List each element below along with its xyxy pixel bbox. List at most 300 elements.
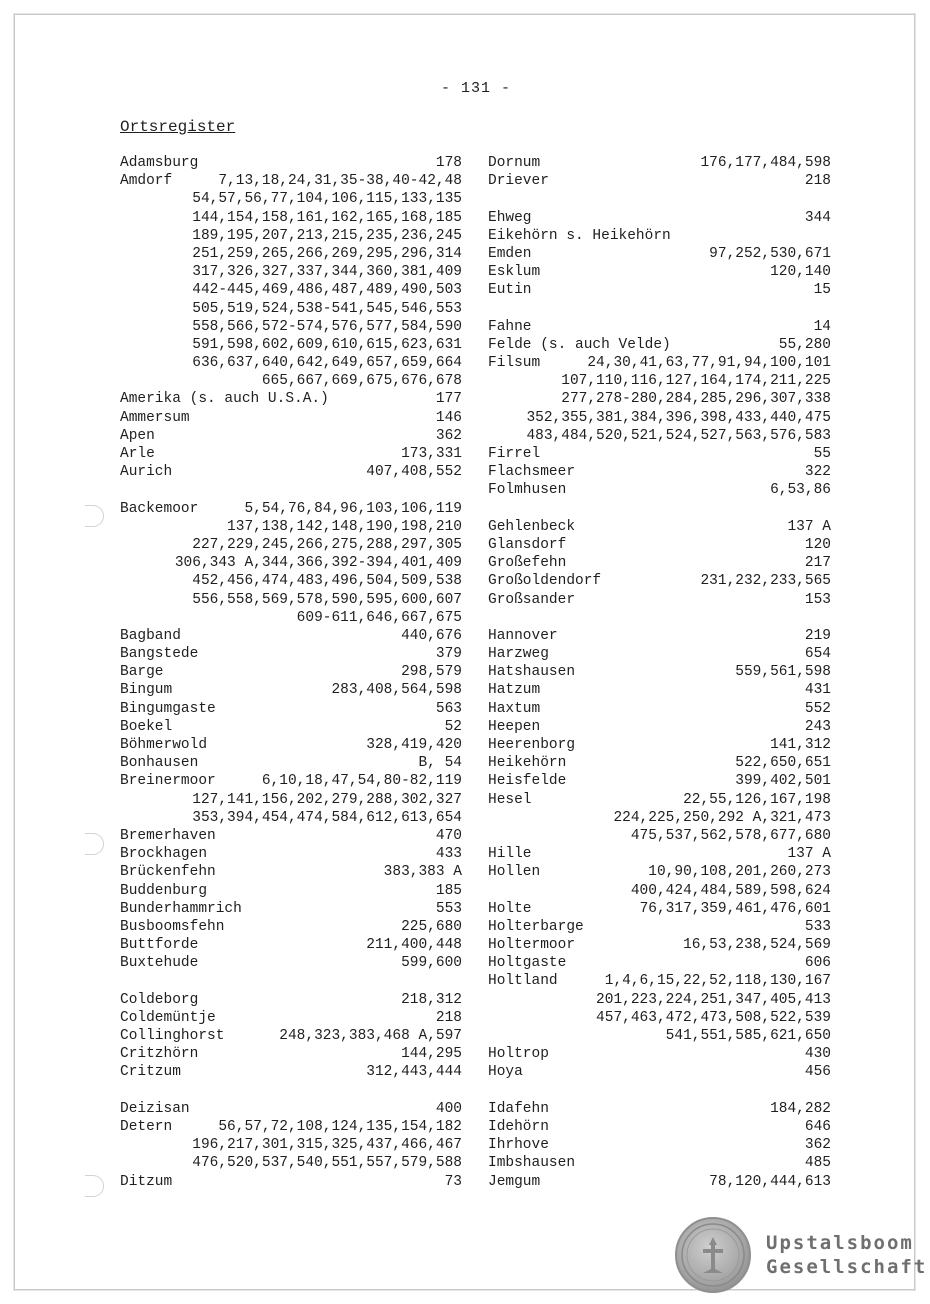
- index-entry: [488, 882, 831, 900]
- place-name: Folmhusen: [488, 482, 567, 499]
- index-entry: [120, 809, 462, 827]
- index-entry: [120, 1136, 462, 1154]
- place-name: Dornum: [488, 155, 541, 171]
- index-entry: [488, 1136, 831, 1154]
- place-name: Bingum: [120, 682, 173, 699]
- place-name: Glansdorf: [488, 536, 567, 553]
- page-references: 606: [804, 955, 831, 972]
- index-entry: [120, 281, 462, 299]
- index-entry: [488, 263, 831, 281]
- index-entry: [120, 245, 462, 263]
- index-entry: [120, 1100, 462, 1118]
- page-references: 218: [804, 173, 831, 190]
- page-references: 452,456,474,483,496,504,509,538: [192, 573, 462, 590]
- index-entry: [488, 481, 831, 499]
- index-entry: [120, 700, 462, 718]
- index-entry: [120, 554, 462, 572]
- place-name: Heepen: [488, 718, 541, 735]
- index-entry: [120, 572, 462, 590]
- place-name: Esklum: [488, 264, 541, 281]
- page-references: 97,252,530,671: [709, 245, 831, 262]
- page-references: 24,30,41,63,77,91,94,100,101: [587, 355, 831, 372]
- page-references: 231,232,233,565: [700, 573, 831, 590]
- place-name: Emden: [488, 245, 532, 262]
- place-name: Flachsmeer: [488, 464, 576, 481]
- index-entry: [120, 736, 462, 754]
- index-entry: [120, 336, 462, 354]
- index-entry: [120, 918, 462, 936]
- index-entry: [488, 845, 831, 863]
- page-references: 211,400,448: [366, 937, 462, 954]
- page-references: 177: [435, 391, 462, 408]
- index-entry: [120, 900, 462, 918]
- page-references: 14: [813, 318, 831, 335]
- index-entry: [488, 627, 831, 645]
- page-references: 10,90,108,201,260,273: [648, 864, 831, 881]
- index-entry: [120, 1154, 462, 1172]
- page-references: 362: [804, 1137, 831, 1154]
- page-references: 383,383 A: [383, 864, 462, 881]
- place-name: Coldeborg: [120, 991, 199, 1008]
- page-references: 15: [813, 282, 831, 299]
- page-references: B, 54: [418, 755, 462, 772]
- place-name: Buddenburg: [120, 882, 208, 899]
- index-entry: [488, 227, 831, 245]
- index-entry: [488, 172, 831, 190]
- index-entry: [488, 572, 831, 590]
- page-references: 178: [435, 155, 462, 171]
- index-entry: [120, 645, 462, 663]
- index-entry: [488, 536, 831, 554]
- page-references: 6,10,18,47,54,80-82,119: [261, 773, 462, 790]
- place-name: Bagband: [120, 627, 181, 644]
- index-entry: [120, 827, 462, 845]
- place-name: Heerenborg: [488, 737, 576, 753]
- page-references: 470: [435, 827, 462, 844]
- page-references: 599,600: [401, 955, 462, 972]
- index-entry: [120, 1082, 462, 1100]
- page-references: 218: [435, 1009, 462, 1026]
- index-entry: [120, 936, 462, 954]
- page-references: 556,558,569,578,590,595,600,607: [192, 591, 462, 608]
- index-heading: Ortsregister: [120, 118, 236, 136]
- index-entry: [120, 1009, 462, 1027]
- page-references: 636,637,640,642,649,657,659,664: [192, 355, 462, 372]
- index-entry: [488, 318, 831, 336]
- place-name: Boekel: [120, 718, 173, 735]
- index-entry: [488, 754, 831, 772]
- place-name: Collinghorst: [120, 1028, 225, 1044]
- page-references: 137 A: [787, 518, 831, 535]
- place-name: Holtrop: [488, 1046, 549, 1063]
- place-name: Idehörn: [488, 1118, 549, 1135]
- index-entry: [488, 1063, 831, 1081]
- place-name: Buxtehude: [120, 955, 199, 972]
- page-references: 225,680: [401, 918, 462, 935]
- index-entry: [488, 663, 831, 681]
- place-name: Bonhausen: [120, 755, 199, 772]
- place-name: Critzhörn: [120, 1046, 199, 1063]
- place-name: Jemgum: [488, 1173, 541, 1190]
- index-column-left: [120, 154, 462, 1191]
- index-entry: [120, 772, 462, 790]
- page-references: 22,55,126,167,198: [683, 791, 831, 808]
- page-references: 646: [804, 1118, 831, 1135]
- punch-hole: [85, 833, 104, 855]
- page-references: 317,326,327,337,344,360,381,409: [192, 264, 462, 281]
- place-name: Holtgaste: [488, 955, 567, 972]
- place-name: Hille: [488, 846, 532, 863]
- page-references: 312,443,444: [366, 1064, 462, 1081]
- index-entry: [488, 154, 831, 172]
- index-entry: [488, 681, 831, 699]
- page-references: 344: [804, 209, 831, 226]
- index-entry: [488, 700, 831, 718]
- society-name-line2: Gesellschaft: [766, 1256, 928, 1278]
- page-references: 201,223,224,251,347,405,413: [596, 991, 831, 1008]
- index-entry: [488, 900, 831, 918]
- index-entry: [120, 390, 462, 408]
- index-entry: [488, 1045, 831, 1063]
- place-name: Aurich: [120, 464, 173, 481]
- place-name: Bremerhaven: [120, 827, 216, 844]
- index-entry: [488, 409, 831, 427]
- index-entry: [120, 427, 462, 445]
- page-references: 219: [804, 627, 831, 644]
- place-name: Buttforde: [120, 937, 199, 954]
- index-entry: [120, 409, 462, 427]
- index-entry: [488, 772, 831, 790]
- place-name: Bangstede: [120, 646, 199, 663]
- page-references: 137,138,142,148,190,198,210: [227, 518, 462, 535]
- place-name: Driever: [488, 173, 549, 190]
- place-name: Holtland: [488, 973, 558, 990]
- page-references: 107,110,116,127,164,174,211,225: [561, 373, 831, 390]
- page-references: 400,424,484,589,598,624: [630, 882, 831, 899]
- place-name: Fahne: [488, 318, 532, 335]
- place-name: Ditzum: [120, 1173, 173, 1190]
- page-references: 185: [435, 882, 462, 899]
- index-entry: [120, 882, 462, 900]
- index-entry: [120, 227, 462, 245]
- page-references: 144,295: [401, 1046, 462, 1063]
- index-entry: [488, 918, 831, 936]
- index-entry: [488, 372, 831, 390]
- index-entry: [488, 354, 831, 372]
- place-name: Coldemüntje: [120, 1009, 216, 1026]
- index-entry: [488, 1118, 831, 1136]
- place-name: Brückenfehn: [120, 864, 216, 881]
- society-seal-icon: [675, 1217, 751, 1293]
- page-references: 558,566,572-574,576,577,584,590: [192, 318, 462, 335]
- index-entry: [488, 954, 831, 972]
- index-entry: [488, 645, 831, 663]
- place-name: Holterbarge: [488, 918, 584, 935]
- page-references: 483,484,520,521,524,527,563,576,583: [526, 427, 831, 444]
- place-name: Gehlenbeck: [488, 518, 576, 535]
- page-references: 196,217,301,315,325,437,466,467: [192, 1137, 462, 1154]
- index-entry: [120, 1173, 462, 1191]
- index-entry: [120, 609, 462, 627]
- index-entry: [488, 500, 831, 518]
- index-entry: [120, 1045, 462, 1063]
- page-references: 218,312: [401, 991, 462, 1008]
- index-entry: [120, 863, 462, 881]
- index-entry: [488, 1173, 831, 1191]
- page-references: 55: [813, 446, 831, 462]
- index-entry: [488, 718, 831, 736]
- page-references: 248,323,383,468 A,597: [279, 1028, 462, 1044]
- index-entry: [120, 372, 462, 390]
- index-entry: [120, 1118, 462, 1136]
- index-entry: [488, 972, 831, 990]
- place-name: Ehweg: [488, 209, 532, 226]
- place-name: Hannover: [488, 627, 558, 644]
- place-name: Hoya: [488, 1064, 523, 1081]
- page-references: 563: [435, 700, 462, 717]
- index-entry: [488, 463, 831, 481]
- index-entry: [120, 172, 462, 190]
- index-entry: [488, 1100, 831, 1118]
- page-references: 224,225,250,292 A,321,473: [613, 809, 831, 826]
- place-name: Detern: [120, 1118, 173, 1135]
- index-entry: [488, 518, 831, 536]
- page-references: 476,520,537,540,551,557,579,588: [192, 1155, 462, 1172]
- index-entry: [120, 518, 462, 536]
- page-references: 173,331: [401, 446, 462, 462]
- page-references: 141,312: [770, 737, 831, 753]
- page-references: 431: [804, 682, 831, 699]
- page-references: 146: [435, 409, 462, 426]
- page-references: 127,141,156,202,279,288,302,327: [192, 791, 462, 808]
- page-references: 120,140: [770, 264, 831, 281]
- index-entry: [488, 300, 831, 318]
- page-references: 5,54,76,84,96,103,106,119: [244, 500, 462, 517]
- place-name: Holtermoor: [488, 937, 576, 954]
- index-column-right: [488, 154, 831, 1191]
- index-entry: [488, 281, 831, 299]
- index-entry: [120, 681, 462, 699]
- place-name: Böhmerwold: [120, 737, 208, 753]
- index-entry: [488, 591, 831, 609]
- page-references: 353,394,454,474,584,612,613,654: [192, 809, 462, 826]
- society-name-line1: Upstalsboom: [766, 1232, 914, 1254]
- place-name: Filsum: [488, 355, 541, 372]
- place-name: Haxtum: [488, 700, 541, 717]
- index-entry: [120, 627, 462, 645]
- place-name: Hatshausen: [488, 664, 576, 681]
- page-references: 73: [444, 1173, 462, 1190]
- place-name: Großoldendorf: [488, 573, 602, 590]
- page-references: 522,650,651: [735, 755, 831, 772]
- page-references: 52: [444, 718, 462, 735]
- index-entry: [120, 209, 462, 227]
- index-entry: [488, 245, 831, 263]
- index-entry: [120, 463, 462, 481]
- index-entry: [488, 390, 831, 408]
- index-entry: [488, 809, 831, 827]
- page-references: 7,13,18,24,31,35-38,40-42,48: [218, 173, 462, 190]
- page-references: 442-445,469,486,487,489,490,503: [192, 282, 462, 299]
- place-name: Barge: [120, 664, 164, 681]
- index-entry: [488, 936, 831, 954]
- index-entry: [120, 591, 462, 609]
- page-references: 665,667,669,675,676,678: [261, 373, 462, 390]
- place-name: Großefehn: [488, 555, 567, 572]
- page-references: 457,463,472,473,508,522,539: [596, 1009, 831, 1026]
- page-references: 184,282: [770, 1100, 831, 1117]
- place-name: Heikehörn: [488, 755, 567, 772]
- page-references: 399,402,501: [735, 773, 831, 790]
- page-references: 553: [435, 900, 462, 917]
- page-references: 654: [804, 646, 831, 663]
- place-name: Heisfelde: [488, 773, 567, 790]
- place-name: Amerika (s. auch U.S.A.): [120, 391, 329, 408]
- page-references: 251,259,265,266,269,295,296,314: [192, 245, 462, 262]
- place-name: Harzweg: [488, 646, 549, 663]
- place-name: Eutin: [488, 282, 532, 299]
- page-references: 76,317,359,461,476,601: [639, 900, 831, 917]
- page-references: 328,419,420: [366, 737, 462, 753]
- page-references: 176,177,484,598: [700, 155, 831, 171]
- place-name: Ammersum: [120, 409, 190, 426]
- index-entry: [120, 663, 462, 681]
- index-entry: [120, 954, 462, 972]
- page-references: 306,343 A,344,366,392-394,401,409: [174, 555, 462, 572]
- page-references: 400: [435, 1100, 462, 1117]
- page-references: 362: [435, 427, 462, 444]
- society-name: [766, 1231, 927, 1279]
- page-references: 1,4,6,15,22,52,118,130,167: [604, 973, 831, 990]
- place-name: Firrel: [488, 446, 541, 462]
- page-references: 407,408,552: [366, 464, 462, 481]
- page-references: 120: [804, 536, 831, 553]
- page-references: 559,561,598: [735, 664, 831, 681]
- page-references: 217: [804, 555, 831, 572]
- page-references: 277,278-280,284,285,296,307,338: [561, 391, 831, 408]
- index-entry: [488, 991, 831, 1009]
- index-entry: [120, 991, 462, 1009]
- place-name: Critzum: [120, 1064, 181, 1081]
- page-references: 352,355,381,384,396,398,433,440,475: [526, 409, 831, 426]
- index-entry: [488, 609, 831, 627]
- punch-hole: [85, 1175, 104, 1197]
- page-references: 298,579: [401, 664, 462, 681]
- index-entry: [488, 863, 831, 881]
- place-name: Adamsburg: [120, 155, 199, 171]
- index-entry: [120, 318, 462, 336]
- place-name: Hollen: [488, 864, 541, 881]
- index-entry: [488, 427, 831, 445]
- page-references: 137 A: [787, 846, 831, 863]
- page-references: 430: [804, 1046, 831, 1063]
- place-name: Bingumgaste: [120, 700, 216, 717]
- place-name: Eikehörn s. Heikehörn: [488, 227, 671, 244]
- page-references: 591,598,602,609,610,615,623,631: [192, 336, 462, 353]
- page-references: 56,57,72,108,124,135,154,182: [218, 1118, 462, 1135]
- place-name: Ihrhove: [488, 1137, 549, 1154]
- page-references: 533: [804, 918, 831, 935]
- index-entry: [120, 972, 462, 990]
- index-entry: [120, 536, 462, 554]
- place-name: Holte: [488, 900, 532, 917]
- page-references: 475,537,562,578,677,680: [630, 827, 831, 844]
- index-entry: [488, 445, 831, 463]
- place-name: Backemoor: [120, 500, 199, 517]
- page-references: 485: [804, 1155, 831, 1172]
- place-name: Brockhagen: [120, 846, 208, 863]
- page-references: 433: [435, 846, 462, 863]
- index-entry: [488, 1027, 831, 1045]
- place-name: Felde (s. auch Velde): [488, 336, 671, 353]
- index-entry: [488, 336, 831, 354]
- index-entry: [120, 154, 462, 172]
- place-name: Großsander: [488, 591, 576, 608]
- place-name: Breinermoor: [120, 773, 216, 790]
- index-entry: [488, 827, 831, 845]
- page-references: 153: [804, 591, 831, 608]
- page-references: 144,154,158,161,162,165,168,185: [192, 209, 462, 226]
- index-entry: [120, 845, 462, 863]
- place-name: Idafehn: [488, 1100, 549, 1117]
- page-references: 227,229,245,266,275,288,297,305: [192, 536, 462, 553]
- index-entry: [120, 354, 462, 372]
- index-entry: [488, 791, 831, 809]
- page-references: 609-611,646,667,675: [296, 609, 462, 626]
- page-number: - 131 -: [441, 80, 512, 97]
- index-entry: [488, 1154, 831, 1172]
- index-entry: [488, 1082, 831, 1100]
- place-name: Amdorf: [120, 173, 173, 190]
- page-references: 6,53,86: [770, 482, 831, 499]
- index-entry: [488, 1009, 831, 1027]
- place-name: Bunderhammrich: [120, 900, 242, 917]
- page-references: 78,120,444,613: [709, 1173, 831, 1190]
- page-references: 322: [804, 464, 831, 481]
- page-references: 283,408,564,598: [331, 682, 462, 699]
- index-entry: [120, 1063, 462, 1081]
- index-entry: [488, 209, 831, 227]
- page-references: 55,280: [778, 336, 831, 353]
- index-entry: [120, 1027, 462, 1045]
- index-entry: [120, 263, 462, 281]
- index-entry: [120, 190, 462, 208]
- page-references: 243: [804, 718, 831, 735]
- index-entry: [120, 754, 462, 772]
- index-entry: [120, 445, 462, 463]
- page-references: 379: [435, 646, 462, 663]
- page-references: 54,57,56,77,104,106,115,133,135: [192, 191, 462, 208]
- place-name: Apen: [120, 427, 155, 444]
- index-entry: [120, 718, 462, 736]
- index-entry: [120, 481, 462, 499]
- page-references: 456: [804, 1064, 831, 1081]
- index-entry: [120, 300, 462, 318]
- place-name: Busboomsfehn: [120, 918, 225, 935]
- place-name: Arle: [120, 446, 155, 462]
- document-page: [14, 14, 928, 1290]
- place-name: Imbshausen: [488, 1155, 576, 1172]
- index-entry: [120, 791, 462, 809]
- page-references: 552: [804, 700, 831, 717]
- punch-hole: [85, 505, 104, 527]
- index-entry: [120, 500, 462, 518]
- page-references: 16,53,238,524,569: [683, 937, 831, 954]
- page-references: 189,195,207,213,215,235,236,245: [192, 227, 462, 244]
- index-entry: [488, 736, 831, 754]
- place-name: Hesel: [488, 791, 532, 808]
- page-references: 541,551,585,621,650: [665, 1028, 831, 1044]
